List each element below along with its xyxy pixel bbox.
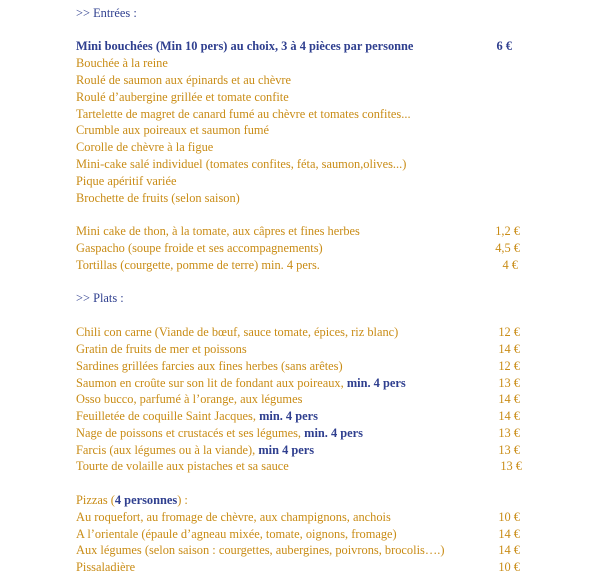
pizza-item-price: 14 €: [498, 527, 520, 541]
pizza-item-price: 10 €: [498, 510, 520, 524]
list-item: Roulé de saumon aux épinards et au chèvre: [76, 73, 292, 87]
plat-item-name: Farcis (aux légumes ou à la viande),: [76, 443, 259, 457]
entree-item-name: Tortillas (courgette, pomme de terre) min. 4 pers.: [76, 258, 320, 272]
plat-item-name: Tourte de volaille aux pistaches et sa sauce: [76, 459, 289, 473]
list-item: Brochette de fruits (selon saison): [76, 191, 240, 205]
pizza-item-name: Aux légumes (selon saison : courgettes, aubergines, poivrons, brocolis….): [76, 543, 445, 557]
plat-item-name: Saumon en croûte sur son lit de fondant aux poireaux,: [76, 376, 347, 390]
plat-item-name: Feuilletée de coquille Saint Jacques,: [76, 409, 260, 423]
plat-item-price: 12 €: [498, 359, 520, 373]
plat-item-name: Chili con carne (Viande de bœuf, sauce tomate, épices, riz blanc): [76, 325, 399, 339]
entree-item-price: 1,2 €: [495, 224, 520, 238]
plat-item-price: 13 €: [498, 443, 520, 457]
plat-item-price: 14 €: [498, 392, 520, 406]
plat-item-price: 13 €: [498, 426, 520, 440]
plat-item-note: min. 4 pers: [259, 409, 318, 423]
list-item: Mini-cake salé individuel (tomates confites, féta, saumon,olives...): [76, 157, 407, 171]
plat-item-note: min 4 pers: [258, 443, 315, 457]
pizzas-heading-end: ) :: [177, 493, 188, 507]
plat-item-name: Nage de poissons et crustacés et ses légumes,: [76, 426, 305, 440]
plat-item-price: 13 €: [500, 459, 522, 473]
mini-bouchees-price: 6 €: [496, 39, 512, 53]
plat-item: [76, 408, 318, 424]
entree-item-name: Mini cake de thon, à la tomate, aux câpres et fines herbes: [76, 224, 360, 238]
plat-item-note: min. 4 pers: [346, 376, 406, 390]
plat-item: [76, 375, 406, 391]
entree-item-price: 4,5 €: [495, 241, 520, 255]
plat-item-name: Sardines grillées farcies aux fines herbes (sans arêtes): [76, 359, 343, 373]
pizza-item-name: Au roquefort, au fromage de chèvre, aux champignons, anchois: [76, 510, 391, 524]
list-item: Tartelette de magret de canard fumé au chèvre et tomates confites...: [76, 107, 411, 121]
list-item: Crumble aux poireaux et saumon fumé: [76, 123, 270, 137]
plat-item-price: 14 €: [498, 409, 520, 423]
list-item: Roulé d’aubergine grillée et tomate confite: [76, 90, 289, 104]
plat-item-name: Osso bucco, parfumé à l’orange, aux légumes: [76, 392, 303, 406]
entree-item-name: Gaspacho (soupe froide et ses accompagnements): [76, 241, 323, 255]
pizza-item-name: Pissaladière: [76, 560, 136, 574]
list-item: Pique apéritif variée: [76, 174, 177, 188]
list-item: Bouchée à la reine: [76, 56, 168, 70]
pizzas-heading-note: 4 personnes: [114, 493, 178, 507]
pizza-item-price: 14 €: [498, 543, 520, 557]
plat-item-price: 13 €: [498, 376, 520, 390]
list-item: Corolle de chèvre à la figue: [76, 140, 214, 154]
plat-item-price: 12 €: [498, 325, 520, 339]
plat-item-price: 14 €: [498, 342, 520, 356]
plat-item-note: min. 4 pers: [304, 426, 363, 440]
entrees-heading: >> Entrées :: [76, 6, 137, 20]
mini-bouchees-title: Mini bouchées (Min 10 pers) au choix, 3 à 4 pièces par personne: [76, 39, 414, 53]
pizzas-heading: [76, 492, 188, 508]
plat-item: [76, 425, 363, 441]
plat-item-name: Gratin de fruits de mer et poissons: [76, 342, 247, 356]
pizzas-heading-start: Pizzas (: [76, 493, 115, 507]
plat-item: [76, 442, 314, 458]
pizza-item-name: A l’orientale (épaule d’agneau mixée, tomate, oignons, fromage): [76, 527, 397, 541]
plats-heading: >> Plats :: [76, 291, 124, 305]
pizza-item-price: 10 €: [498, 560, 520, 574]
entree-item-price: 4 €: [502, 258, 518, 272]
